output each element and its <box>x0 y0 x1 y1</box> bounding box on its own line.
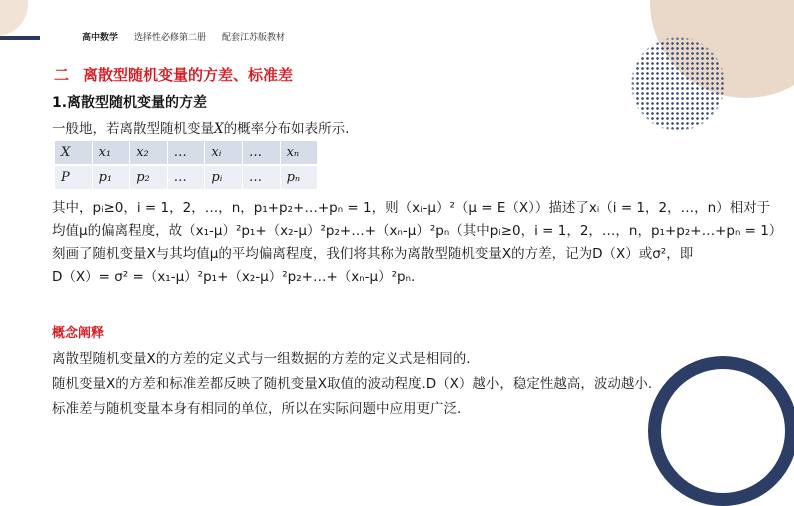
subsection-title: 1.离散型随机变量的方差 <box>52 95 208 111</box>
section-title-text: 离散型随机变量的方差、标准差 <box>83 66 294 84</box>
concept-explanation <box>52 347 652 422</box>
table-cell: pᵢ <box>205 166 243 191</box>
intro-text <box>52 117 349 137</box>
concept-title: 概念阐释 <box>52 326 105 341</box>
variance-definition-paragraph <box>52 197 783 289</box>
decorative-ring-bottom-right <box>648 356 794 506</box>
table-cell: xₙ <box>281 141 319 166</box>
concept-line: 随机变量X的方差和标准差都反映了随机变量X取值的波动程度.D（X）越小，稳定性越高，波动越小. <box>52 376 653 392</box>
intro-text-b: 的概率分布如表所示. <box>223 121 350 137</box>
table-cell: … <box>168 141 206 166</box>
header-edition: 配套江苏版教材 <box>222 33 286 43</box>
table-cell: pₙ <box>281 166 319 191</box>
table-cell: p₁ <box>93 166 131 191</box>
table-cell: p₂ <box>130 166 168 191</box>
table-cell: xᵢ <box>205 141 243 166</box>
table-cell: X <box>55 141 93 166</box>
table-cell: x₂ <box>130 141 168 166</box>
paragraph-line: 其中，pᵢ≥0，i = 1，2，…，n，p₁+p₂+…+pₙ = 1，则（xᵢ-μ）²（μ = E（X））描述了xᵢ（i = 1，2，…，n）相对于 <box>52 200 771 216</box>
intro-variable: X <box>214 121 224 137</box>
decorative-dot-pattern <box>630 36 726 132</box>
concept-line: 离散型随机变量X的方差的定义式与一组数据的方差的定义式是相同的. <box>52 351 471 367</box>
section-title <box>54 64 293 85</box>
decorative-bar <box>0 36 40 40</box>
header-volume: 选择性必修第二册 <box>134 33 207 43</box>
slide-header <box>82 30 285 43</box>
paragraph-line: 均值μ的偏离程度，故（x₁-μ）²p₁+（x₂-μ）²p₂+…+（xₙ-μ）²pₙ（其中pᵢ≥0，i = 1，2，…，n，p₁+p₂+…+pₙ = 1） <box>52 223 783 239</box>
paragraph-line: 刻画了随机变量X与其均值μ的平均偏离程度，我们将其称为离散型随机变量X的方差，记为D（X）或σ²，即 <box>52 246 694 262</box>
concept-line: 标准差与随机变量本身有相同的单位，所以在实际问题中应用更广泛. <box>52 401 462 417</box>
probability-distribution-table <box>55 141 318 191</box>
table-row-probabilities <box>55 166 318 191</box>
header-book: 高中数学 <box>82 33 119 43</box>
table-cell: x₁ <box>93 141 131 166</box>
table-cell: P <box>55 166 93 191</box>
table-row-values <box>55 141 318 166</box>
variance-formula: D（X）= σ² =（x₁-μ）²p₁+（x₂-μ）²p₂+…+（xₙ-μ）²pₙ. <box>52 269 416 285</box>
intro-text-a: 一般地，若离散型随机变量 <box>52 121 214 137</box>
decorative-circle-top-left <box>0 0 28 36</box>
table-cell: … <box>243 141 281 166</box>
section-number: 二 <box>54 66 70 84</box>
table-cell: … <box>243 166 281 191</box>
table-cell: … <box>168 166 206 191</box>
